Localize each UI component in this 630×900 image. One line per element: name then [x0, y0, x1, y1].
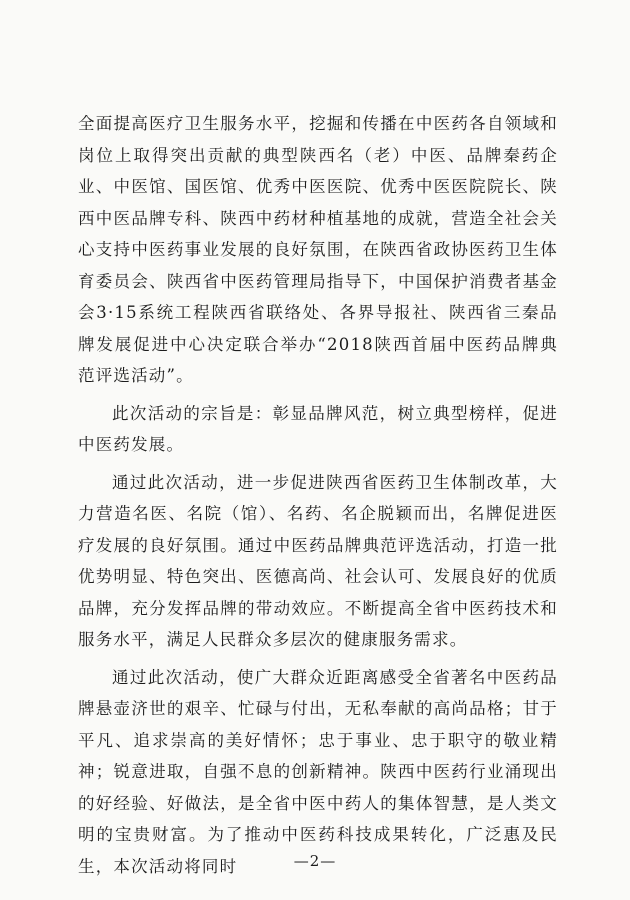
body-text	[78, 108, 558, 888]
paragraph-goals: 通过此次活动，进一步促进陕西省医药卫生体制改革，大力营造名医、名院（馆）、名药、名企脱颖而出，名牌促进医疗发展的良好氛围。通过中医药品牌典范评选活动，打造一批优势明显、特色突出、医德高尚、社会认可、发展良好的优质品牌，充分发挥品牌的带动效应。不断提高全省中医药技术和服务水平，满足人民群众多层次的健康服务需求。	[78, 472, 558, 649]
paragraph-continued: 全面提高医疗卫生服务水平，挖掘和传播在中医药各自领域和岗位上取得突出贡献的典型陕西名（老）中医、品牌秦药企业、中医馆、国医馆、优秀中医医院、优秀中医医院院长、陕西中医品牌专科、陕西中药材种植基地的成就，营造全社会关心支持中医药事业发展的良好氛围，在陕西省政协医药卫生体育委员会、陕西省中医药管理局指导下，中国保护消费者基金会3·15系统工程陕西省联络处、各界导报社、陕西省三秦品牌发展促进中心决定联合举办“2018陕西首届中医药品牌典范评选活动”。	[78, 114, 558, 385]
paragraph-purpose: 此次活动的宗旨是：彰显品牌风范，树立典型榜样，促进中医药发展。	[78, 403, 558, 454]
paragraph-significance: 通过此次活动，使广大群众近距离感受全省著名中医药品牌悬壶济世的艰辛、忙碌与付出，无私奉献的高尚品格；甘于平凡、追求崇高的美好情怀；忠于事业、忠于职守的敬业精神；锐意进取，自强不息的创新精神。陕西中医药行业涌现出的好经验、好做法，是全省中医中药人的集体智慧，是人类文明的宝贵财富。为了推动中医药科技成果转化，广泛惠及民生，本次活动将同时	[78, 667, 558, 876]
page-number: —2—	[293, 852, 337, 870]
